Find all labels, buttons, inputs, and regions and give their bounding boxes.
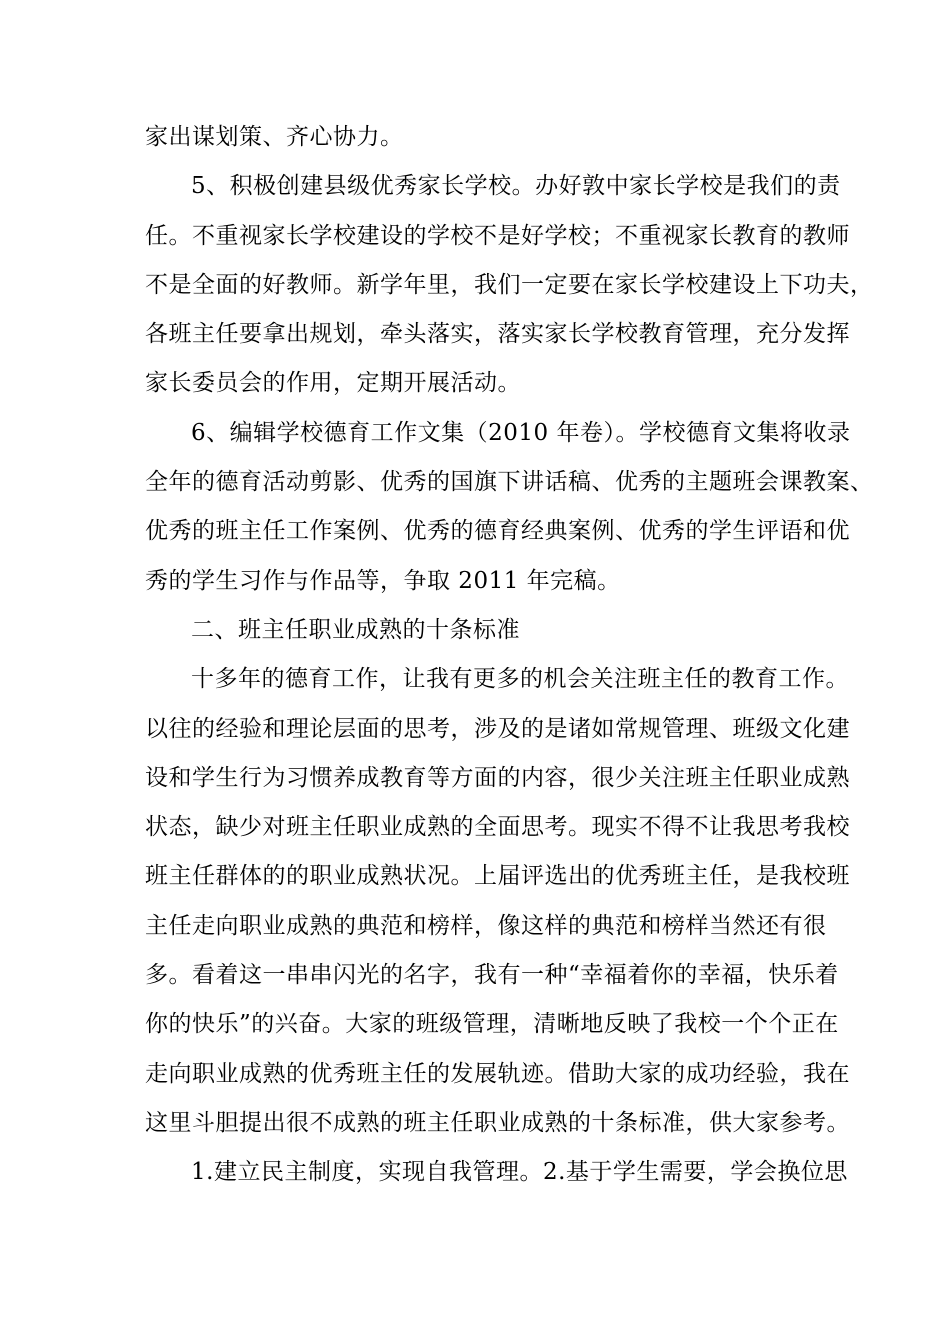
text-line: 各班主任要拿出规划，牵头落实，落实家长学校教育管理，充分发挥 — [145, 321, 850, 348]
body-text — [145, 113, 874, 1198]
section-heading: 二、班主任职业成熟的十条标准 — [191, 616, 520, 643]
text-line: 多。看着这一串串闪光的名字，我有一种“幸福着你的幸福，快乐着 — [145, 962, 839, 989]
text-line: 走向职业成熟的优秀班主任的发展轨迹。借助大家的成功经验，我在 — [145, 1060, 850, 1087]
text-line: 家出谋划策、齐心协力。 — [145, 124, 404, 150]
text-line: 以往的经验和理论层面的思考，涉及的是诸如常规管理、班级文化建 — [145, 715, 850, 742]
text-line: 5、积极创建县级优秀家长学校。办好敦中家长学校是我们的责 — [191, 173, 841, 200]
text-line: 秀的学生习作与作品等，争取 2011 年完稿。 — [145, 567, 621, 594]
text-line: 状态，缺少对班主任职业成熟的全面思考。现实不得不让我思考我校 — [145, 814, 850, 841]
text-line: 家长委员会的作用，定期开展活动。 — [145, 370, 521, 397]
text-line: 6、编辑学校德育工作文集（2010 年卷）。学校德育文集将收录 — [191, 419, 851, 446]
text-line: 优秀的班主任工作案例、优秀的德育经典案例、优秀的学生评语和优 — [145, 518, 850, 545]
text-line: 这里斗胆提出很不成熟的班主任职业成熟的十条标准，供大家参考。 — [145, 1109, 850, 1136]
text-line: 班主任群体的的职业成熟状况。上届评选出的优秀班主任，是我校班 — [145, 863, 850, 890]
text-line: 全年的德育活动剪影、优秀的国旗下讲话稿、优秀的主题班会课教案、 — [145, 469, 874, 496]
text-line: 1.建立民主制度，实现自我管理。2.基于学生需要，学会换位思 — [191, 1159, 848, 1186]
text-line: 任。不重视家长学校建设的学校不是好学校；不重视家长教育的教师 — [145, 222, 850, 249]
text-line: 十多年的德育工作，让我有更多的机会关注班主任的教育工作。 — [191, 666, 849, 693]
text-line: 你的快乐”的兴奋。大家的班级管理，清晰地反映了我校一个个正在 — [145, 1011, 839, 1038]
text-line: 设和学生行为习惯养成教育等方面的内容，很少关注班主任职业成熟 — [145, 764, 850, 791]
text-line: 不是全面的好教师。新学年里，我们一定要在家长学校建设上下功夫， — [145, 271, 874, 298]
text-line: 主任走向职业成熟的典范和榜样，像这样的典范和榜样当然还有很 — [145, 912, 827, 939]
